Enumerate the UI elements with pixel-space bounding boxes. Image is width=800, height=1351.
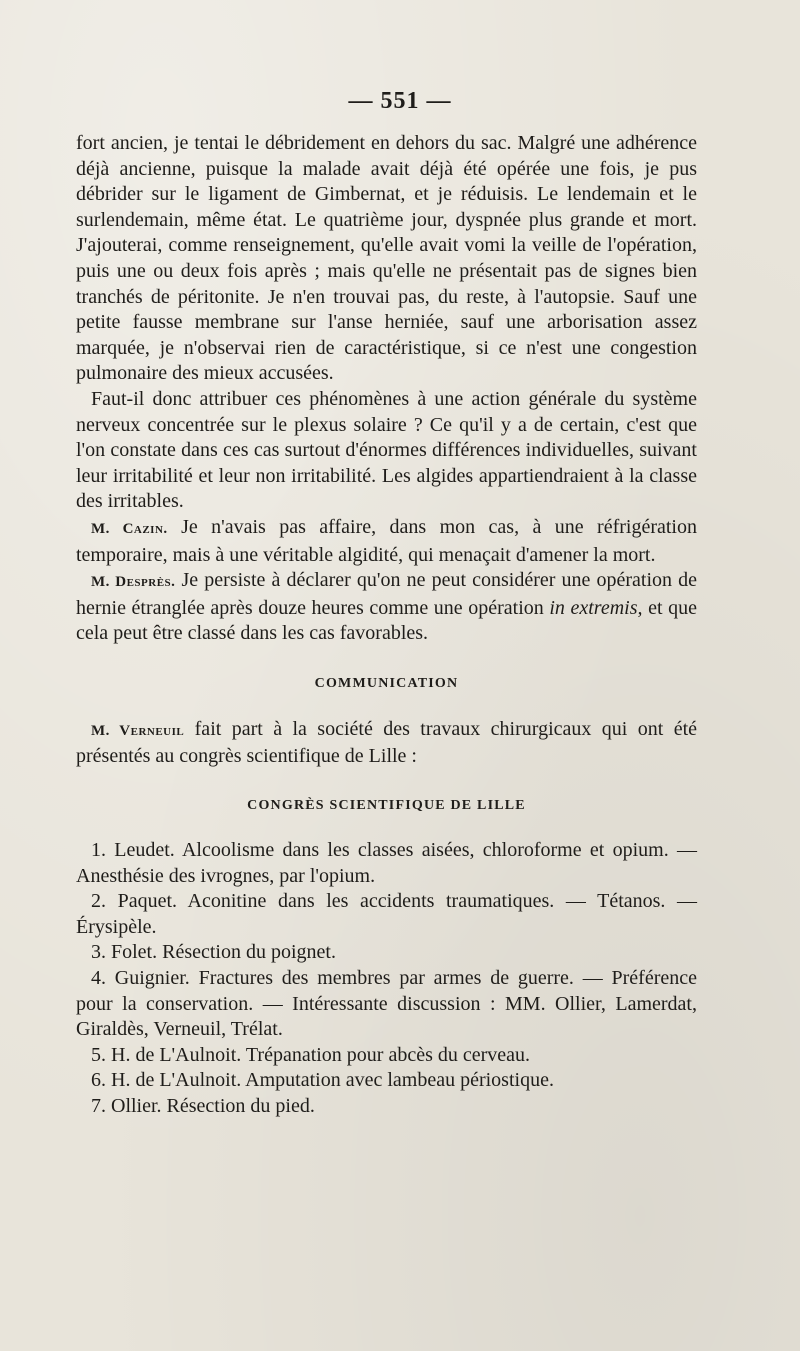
despres-remark-a: Je persiste à déclarer qu'on ne peut considérer une opération de hernie étranglée après douze heures comme une opération: [76, 569, 697, 619]
paragraph-continuation: fort ancien, je tentai le débridement en dehors du sac. Malgré une adhérence déjà ancienne, puisque la malade avait déjà été opérée une fois, je pus débrider sur le ligament de Gimbernat, et je réduisis. Le lendemain et le surlendemain, même état. Le quatrième jour, dyspnée plus grande et mort. J'ajouterai, comme renseignement, qu'elle avait vomi la veille de l'opération, puis une ou deux fois après ; mais qu'elle ne présentait pas de signes bien tranchés de péritonite. Je n'en trouvai pas, du reste, à l'autopsie. Sauf une petite fausse membrane sur l'anse herniée, sauf une arborisation assez marquée, je n'observai rien de caractéristique, si ce n'est une congestion pulmonaire des mieux accusées.: [76, 132, 697, 385]
congres-heading: CONGRÈS SCIENTIFIQUE DE LILLE: [247, 798, 526, 814]
paragraph-cazin: [76, 515, 697, 568]
speaker-verneuil: M. Verneuil: [91, 722, 185, 739]
verneuil-remark: fait part à la société des travaux chirurgicaux qui ont été présentés au congrès scientifique de Lille :: [76, 717, 698, 768]
list-item: 1. Leudet. Alcoolisme dans les classes aisées, chloroforme et opium. — Anesthésie des ivrognes, par l'opium.: [76, 839, 697, 887]
list-item: 5. H. de L'Aulnoit. Trépanation pour abcès du cerveau.: [91, 1043, 531, 1066]
speaker-despres: M. Desprès.: [91, 574, 176, 591]
despres-remark-b: et que cela peut être classé dans les cas favorables.: [76, 596, 697, 645]
congres-list: [76, 838, 697, 1120]
cazin-remark: Je n'avais pas affaire, dans mon cas, à une réfrigération temporaire, mais à une véritable algidité, qui menaçait d'amener la mort.: [76, 515, 697, 566]
page-body: [76, 131, 697, 1120]
list-item: 7. Ollier. Résection du pied.: [91, 1095, 315, 1117]
list-item: 4. Guignier. Fractures des membres par armes de guerre. — Préférence pour la conservation. — Intéressante discussion : MM. Ollier, Lamerdat, Giraldès, Verneuil, Trélat.: [76, 967, 697, 1041]
communication-heading: COMMUNICATION: [314, 675, 459, 691]
list-item: 2. Paquet. Aconitine dans les accidents traumatiques. — Tétanos. — Érysipèle.: [76, 890, 697, 938]
despres-italic: in extremis,: [549, 596, 643, 619]
list-item: 6. H. de L'Aulnoit. Amputation avec lambeau périostique.: [91, 1069, 554, 1092]
paragraph-nervous-system: Faut-il donc attribuer ces phénomènes à une action générale du système nerveux concentrée sur le plexus solaire ? Ce qu'il y a de certain, c'est que l'on constate dans ces cas surtout d'énormes différences individuelles, suivant leur irritabilité et leur non irritabilité. Les algides appartiendraient à la classe des irritables.: [76, 387, 697, 513]
paragraph-despres: [76, 568, 697, 647]
page-number: — 551 —: [348, 88, 452, 114]
speaker-cazin: M. Cazin.: [91, 520, 168, 537]
paragraph-verneuil: [76, 717, 697, 770]
list-item: 3. Folet. Résection du poignet.: [91, 941, 336, 964]
